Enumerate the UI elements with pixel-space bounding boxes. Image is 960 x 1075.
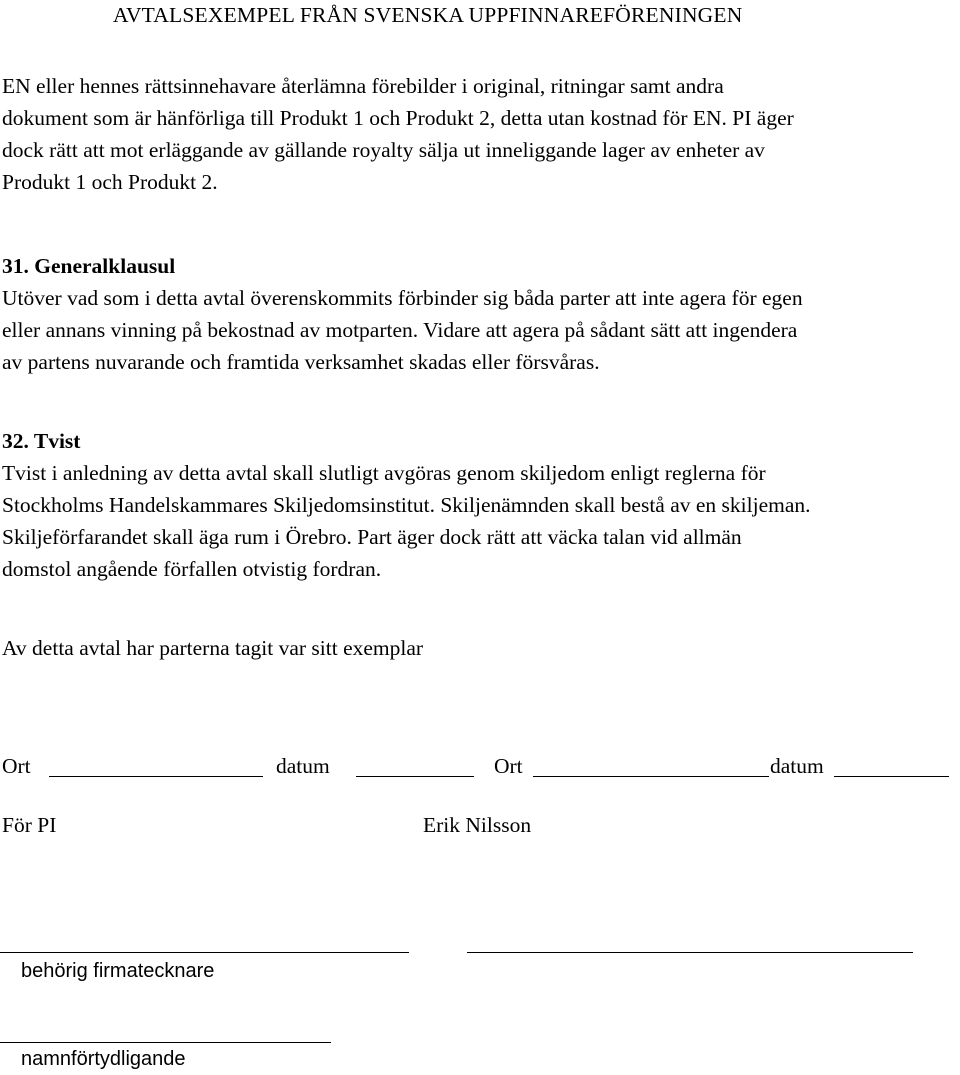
name-clarification-label: namnförtydligande (21, 1048, 186, 1070)
intro-line: dock rätt att mot erläggande av gällande royalty sälja ut inneliggande lager av enheter av (2, 138, 765, 162)
ort-line-left[interactable] (49, 776, 263, 777)
party-right: Erik Nilsson (423, 813, 532, 837)
section-line: Tvist i anledning av detta avtal skall slutligt avgöras genom skiljedom enligt reglerna för (2, 461, 766, 485)
datum-line-left[interactable] (356, 776, 474, 777)
intro-line: EN eller hennes rättsinnehavare återlämna förebilder i original, ritningar samt andra (2, 74, 724, 98)
signature-line-right[interactable] (467, 952, 913, 953)
datum-label-left: datum (276, 754, 330, 778)
section-line: domstol angående förfallen otvistig fordran. (2, 557, 382, 581)
section-line: Stockholms Handelskammares Skiljedomsinstitut. Skiljenämnden skall bestå av en skiljeman. (2, 493, 811, 517)
signature-line-left[interactable] (0, 952, 409, 953)
ort-label-right: Ort (494, 754, 523, 778)
ort-line-right[interactable] (533, 776, 769, 777)
signatory-label: behörig firmatecknare (21, 960, 215, 982)
ort-label-left: Ort (2, 754, 31, 778)
closing-statement: Av detta avtal har parterna tagit var sitt exemplar (2, 636, 424, 660)
intro-line: Produkt 1 och Produkt 2. (2, 170, 218, 194)
section-heading: 32. Tvist (2, 429, 81, 453)
section-line: Utöver vad som i detta avtal överenskommits förbinder sig båda parter att inte agera för egen (2, 286, 803, 310)
datum-label-right: datum (770, 754, 824, 778)
section-line: Skiljeförfarandet skall äga rum i Örebro. Part äger dock rätt att väcka talan vid allmän (2, 525, 742, 549)
party-left: För PI (2, 813, 57, 837)
section-heading: 31. Generalklausul (2, 254, 176, 278)
intro-line: dokument som är hänförliga till Produkt 1 och Produkt 2, detta utan kostnad för EN. PI äger (2, 106, 794, 130)
datum-line-right[interactable] (834, 776, 949, 777)
document-header: AVTALSEXEMPEL FRÅN SVENSKA UPPFINNAREFÖRENINGEN (113, 3, 743, 27)
section-line: eller annans vinning på bekostnad av motparten. Vidare att agera på sådant sätt att ingendera (2, 318, 798, 342)
section-line: av partens nuvarande och framtida verksamhet skadas eller försvåras. (2, 350, 600, 374)
